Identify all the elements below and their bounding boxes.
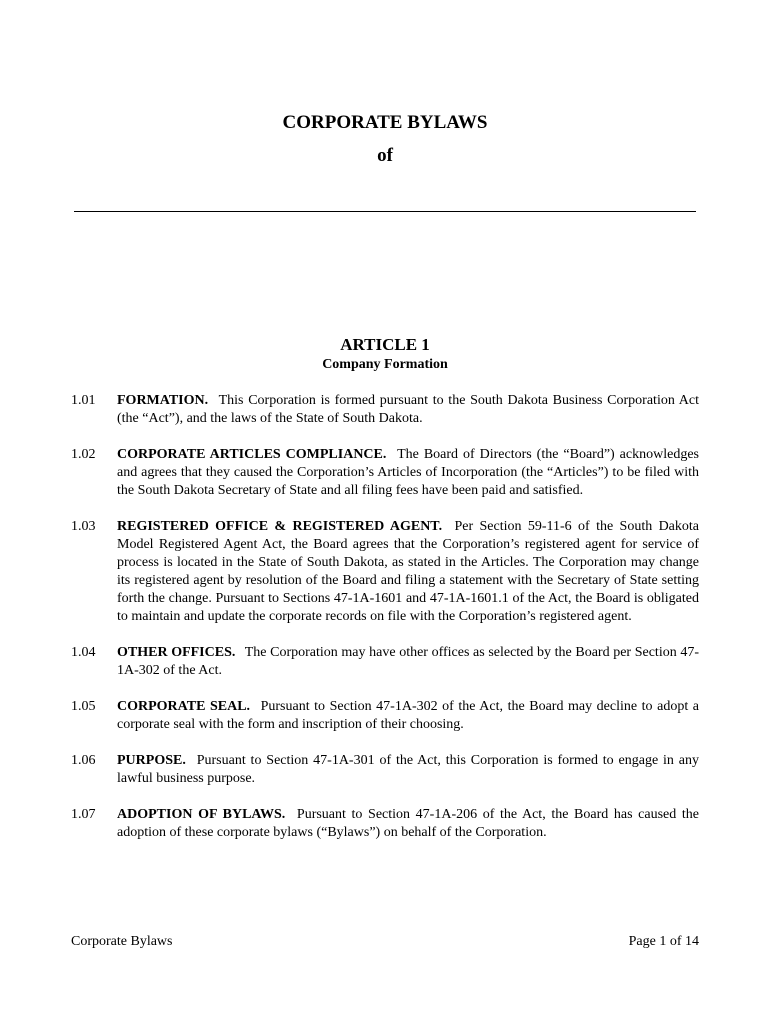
article-number: ARTICLE 1 xyxy=(340,335,430,354)
section-heading: PURPOSE. xyxy=(117,753,186,768)
section-1-01 xyxy=(71,392,699,428)
section-body xyxy=(117,446,699,500)
section-heading: REGISTERED OFFICE & REGISTERED AGENT. xyxy=(117,519,443,534)
section-1-06 xyxy=(71,752,699,788)
section-1-04 xyxy=(71,644,699,680)
section-text: Pursuant to Section 47-1A-302 of the Act, the Board may decline to adopt a corporate seal with the form and inscription of their choosing. xyxy=(117,699,699,732)
section-text: This Corporation is formed pursuant to the South Dakota Business Corporation Act (the “Act”), and the laws of the State of South Dakota. xyxy=(117,393,699,426)
section-text: The Corporation may have other offices as selected by the Board per Section 47-1A-302 of the Act. xyxy=(117,645,699,678)
section-heading: CORPORATE ARTICLES COMPLIANCE. xyxy=(117,447,387,462)
section-body xyxy=(117,392,699,428)
section-number: 1.02 xyxy=(71,447,96,462)
section-1-03 xyxy=(71,518,699,626)
section-1-07 xyxy=(71,806,699,842)
section-1-05 xyxy=(71,698,699,734)
section-number: 1.06 xyxy=(71,753,96,768)
section-text: The Board of Directors (the “Board”) acknowledges and agrees that they caused the Corporation’s Articles of Incorporation (the “Articles”) to be filed with the South Dakota Secretary of State and all filing fees have been paid and satisfied. xyxy=(117,447,699,498)
article-title: Company Formation xyxy=(322,357,448,372)
sections-list xyxy=(71,392,699,860)
footer-page-number: Page 1 of 14 xyxy=(628,934,699,949)
document-title: CORPORATE BYLAWS xyxy=(282,112,488,133)
section-number: 1.01 xyxy=(71,393,96,408)
section-body xyxy=(117,806,699,842)
footer-document-name: Corporate Bylaws xyxy=(71,934,173,949)
section-body xyxy=(117,518,699,626)
section-heading: CORPORATE SEAL. xyxy=(117,699,251,714)
document-subtitle: of xyxy=(377,145,393,166)
section-number: 1.05 xyxy=(71,699,96,714)
section-number: 1.07 xyxy=(71,807,96,822)
section-text: Pursuant to Section 47-1A-206 of the Act, the Board has caused the adoption of these corporate bylaws (“Bylaws”) on behalf of the Corporation. xyxy=(117,807,700,840)
section-1-02 xyxy=(71,446,699,500)
section-heading: ADOPTION OF BYLAWS. xyxy=(117,807,286,822)
section-text: Per Section 59-11-6 of the South Dakota Model Registered Agent Act, the Board agrees that the Corporation’s registered agent for service of process is located in the State of South Dakota, as stated in the Articles. The Corporation may change its registered agent by resolution of the Board and filing a statement with the Secretary of State setting forth the change. Pursuant to Sections 47-1A-1601 and 47-1A-1601.1 of the Act, the Board is obligated to maintain and update the corporate records on file with the Corporation’s registered agent. xyxy=(117,519,700,624)
section-body xyxy=(117,644,699,680)
section-heading: OTHER OFFICES. xyxy=(117,645,236,660)
section-heading: FORMATION. xyxy=(117,393,209,408)
section-body xyxy=(117,698,699,734)
section-body xyxy=(117,752,699,788)
section-number: 1.04 xyxy=(71,645,96,660)
section-number: 1.03 xyxy=(71,519,96,534)
section-text: Pursuant to Section 47-1A-301 of the Act, this Corporation is formed to engage in any lawful business purpose. xyxy=(117,753,699,786)
company-name-blank-line xyxy=(74,211,696,212)
